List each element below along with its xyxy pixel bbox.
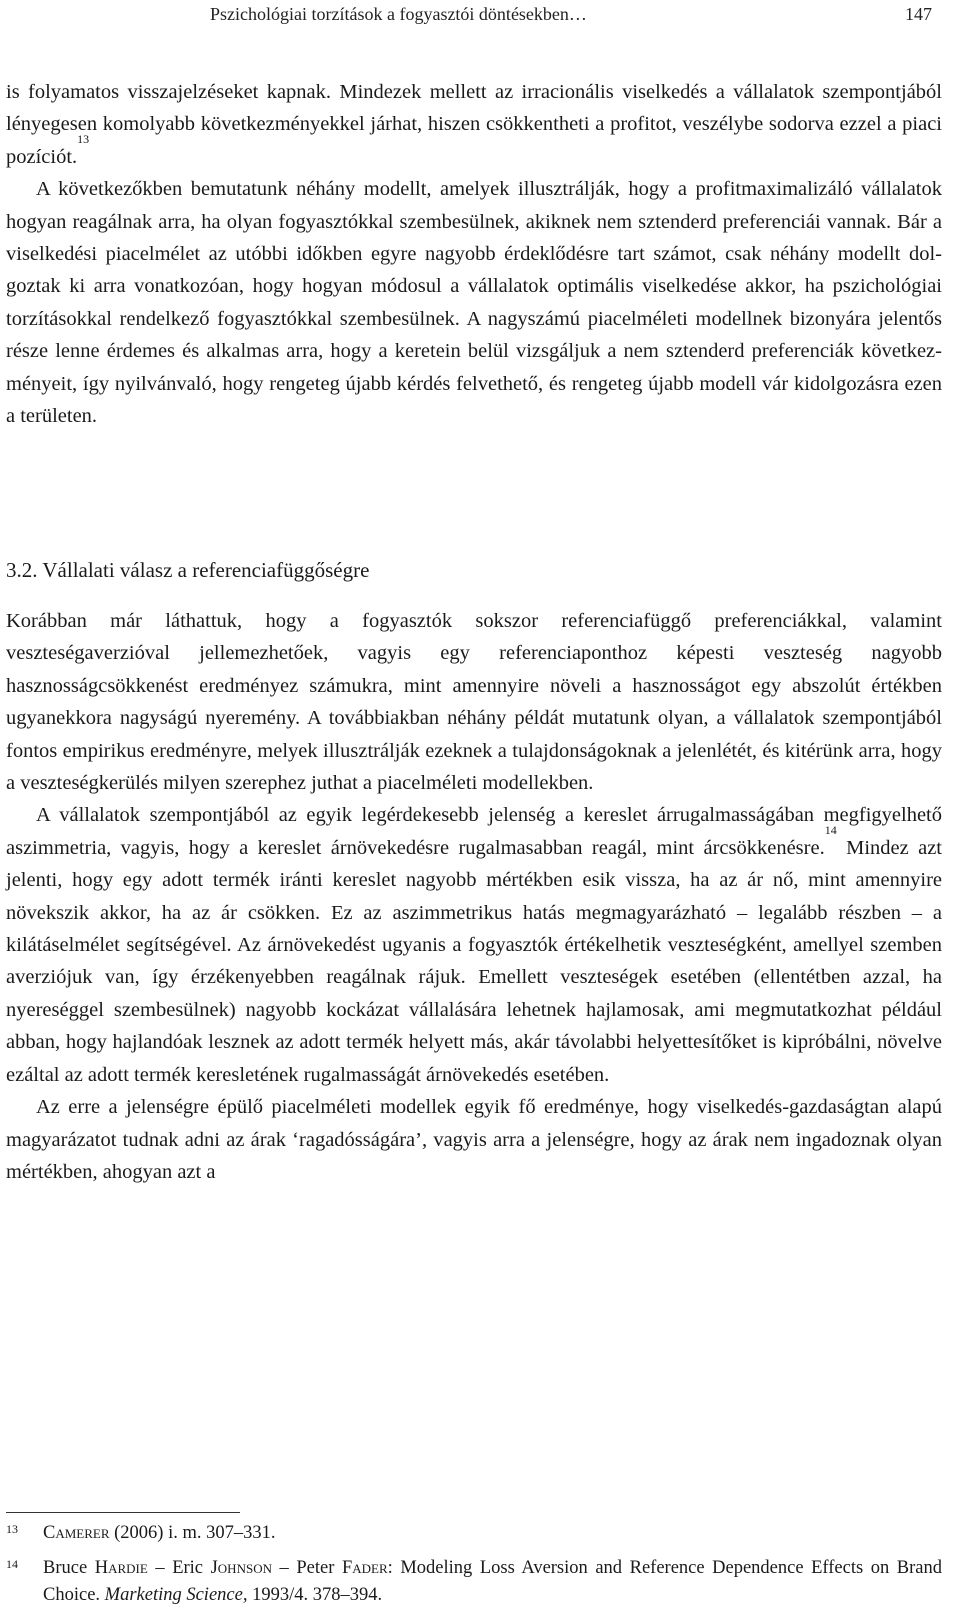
footnote-14 [6,1555,942,1609]
intro-text [6,76,942,432]
section-paragraph-3: Az erre a jelenségre épülő piacelméleti modellek egyik fő eredménye, hogy viselkedés-gazdaságtan alapú magyarázatot tudnak adni az árak ‘ragadósságára’, vagyis arra a jelenségre, hogy az árak nem ingadoznak olyan mértékben, ahogyan azt a [6,1096,942,1183]
footnote-title: : Modeling Loss Aversion and Reference Dependence Effects on Brand Choice. [43,1558,943,1605]
running-title: Pszichológiai torzítások a fogyasztói döntésekben… [210,4,587,24]
footnote-divider [6,1512,240,1513]
footnote-journal: Marketing Science, [104,1585,248,1605]
footnote-author-johnson: Johnson [210,1558,272,1578]
section-heading: 3.2. Vállalati válasz a referenciafüggőségre [6,558,370,582]
footnote-ref-13[interactable]: 13 [77,131,90,146]
footnote-author-first: Bruce [43,1558,95,1578]
footnote-author-fader: Fader [341,1558,388,1578]
footnote-separator: – Peter [271,1558,342,1578]
footnote-citation: (2006) i. m. 307–331. [109,1523,276,1543]
section-text [6,605,942,1188]
footnote-13 [6,1520,942,1547]
footnote-author: Camerer [43,1523,110,1543]
footnote-separator: – Eric [147,1558,211,1578]
running-head [0,0,960,30]
footnote-tail: 1993/4. 378–394. [247,1585,383,1605]
footnotes [6,1520,942,1617]
footnote-number: 14 [6,1557,18,1571]
intro-paragraph-2: A következőkben bemutatunk néhány modellt, amelyek illusztrálják, hogy a profitmaximalizáló vállalatok hogyan reagálnak arra, ha olyan fogyasztókkal szembesülnek, akiknek nem sztenderd preferenciái vannak. Bár a viselkedési piacelmélet az utóbbi időkben egyre nagyobb érdeklődésre tart számot, csak néhány modellt dolgoztak ki arra vonatkozóan, hogy hogyan módosul a vállalatok optimális viselkedése akkor, ha pszichológiai torzításokkal rendelkező fogyasztókkal szembesülnek. A nagyszámú piacelméleti modellnek bizonyára jelentős része lenne érdemes és alkalmas arra, hogy a keretein belül vizsgáljuk a nem sztenderd preferenciák következményeit, így nyilvánvaló, hogy rengeteg újabb kérdés felvethető, és rengeteg újabb modell vár kidolgozásra ezen a területen. [6,178,942,428]
section-paragraph-2 [6,799,942,1091]
footnote-author-hardie: Hardie [94,1558,148,1578]
footnote-text [43,1555,942,1609]
page-number: 147 [905,4,932,24]
intro-paragraph-1-text: is folyamatos visszajelzéseket kapnak. Mindezek mellett az irracionális viselkedés a vállalatok szempontjából lényegesen komolyabb következményekkel járhat, hiszen csökkentheti a profitot, veszélybe sodorva ezzel a piaci pozíciót. [6,81,942,168]
section-paragraph-2-text-a: A vállalatok szempontjából az egyik legérdekesebb jelenség a kereslet árrugalmasságában megfigyelhető aszimmetria, vagyis, hogy a kereslet árnövekedésre rugalmasabban reagál, mint árcsökkenésre. [6,804,942,859]
footnote-text [43,1520,942,1547]
footnote-number: 13 [6,1522,18,1536]
intro-paragraph-1 [6,76,942,173]
section-paragraph-2-text-b: Mindez azt jelenti, hogy egy adott termék iránti kereslet nagyobb mértékben esik vissza, ha az ár nő, mint amennyire növekszik akkor, ha az ár csökken. Ez az aszimmetrikus hatás megmagyarázható – legalább részben – a kilátáselmélet segítségével. Az árnövekedést ugyanis a fogyasztók értékelhetik veszteségként, amellyel szemben averziójuk van, így érzékenyebben reagálnak rájuk. Emellett veszteségek esetében (ellentétben azzal, ha nyereséggel szembesülnek) nagyobb kockázat vállalására lehetnek hajlamosak, ami megmutatkozhat például abban, hogy hajlandóak lesznek az adott termék helyett más, akár távolabbi helyettesítőket is kipróbálni, növelve ezáltal az adott termék keresletének rugalmasságát árnövekedés esetében. [6,836,942,1086]
section-paragraph-1: Korábban már láthattuk, hogy a fogyasztók sokszor referenciafüggő preferenciákkal, valamint veszteségaverzióval jellemezhetőek, vagyis egy referenciaponthoz képesti veszteség nagyobb hasznosságcsökkenést eredményez számukra, mint amennyire növeli a hasznosságot egy abszolút értékben ugyanekkora nagyságú nyeremény. A továbbiakban néhány példát mutatunk olyan, a vállalatok szempontjából fontos empirikus eredményre, melyek illusztrálják ezeknek a tulajdonságoknak a jelenlétét, és kitérünk arra, hogy a veszteségkerülés milyen szerephez juthat a piacelméleti modellekben. [6,610,942,795]
footnote-ref-14[interactable]: 14 [824,822,837,837]
